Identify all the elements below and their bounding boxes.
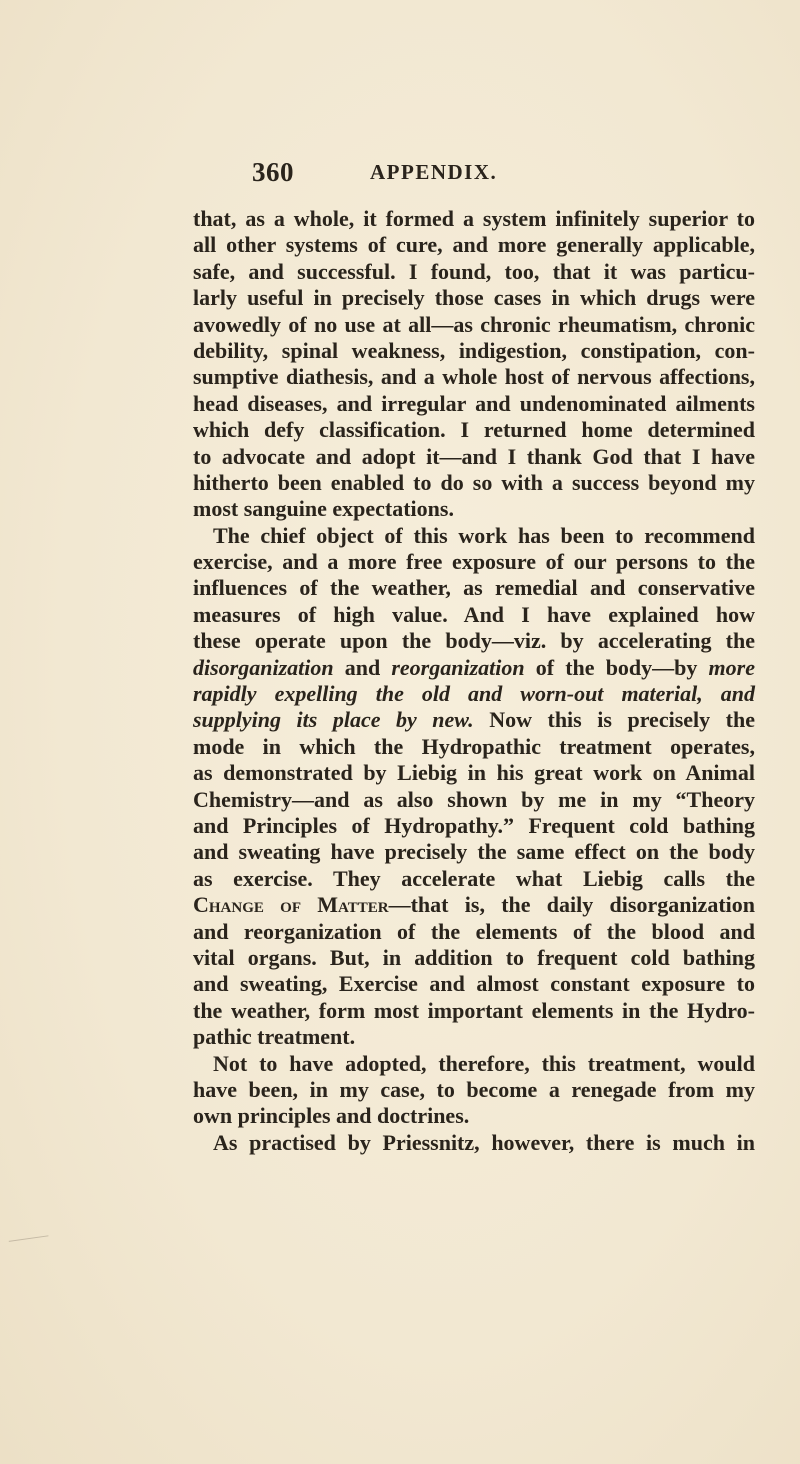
italic-text: supplying its place by new. <box>193 707 474 733</box>
text-line <box>193 285 755 311</box>
text-line <box>193 787 755 813</box>
body-text <box>193 206 755 1156</box>
line-text: influences of the weather, as remedial and conservative <box>193 575 755 601</box>
text-line <box>193 575 755 601</box>
line-text: avowedly of no use at all—as chronic rheumatism, chronic <box>193 311 755 337</box>
text-line <box>193 444 755 470</box>
text-line <box>193 839 755 865</box>
line-text: larly useful in precisely those cases in which drugs were <box>193 285 755 311</box>
line-text: most sanguine expectations. <box>193 496 454 522</box>
line-text: The chief object of this work has been to recommend <box>213 522 755 548</box>
text-line <box>193 1024 755 1050</box>
line-text: head diseases, and irregular and undenominated ailments <box>193 390 755 416</box>
text-line <box>193 364 755 390</box>
line-text: vital organs. But, in addition to frequent cold bathing <box>193 944 755 970</box>
line-text: and Principles of Hydropathy.” Frequent cold bathing <box>193 812 755 838</box>
page-edge-mark <box>9 1235 52 1261</box>
italic-text: more <box>708 654 755 680</box>
line-text: all other systems of cure, and more generally applicable, <box>193 232 755 258</box>
text-line <box>193 391 755 417</box>
text-line <box>193 470 755 496</box>
line-text: and <box>333 654 392 680</box>
text-line <box>193 549 755 575</box>
line-text: safe, and successful. I found, too, that it was particu- <box>193 258 755 284</box>
text-line <box>193 681 755 707</box>
small-caps-text: Change of Matter <box>193 892 389 918</box>
line-text: as exercise. They accelerate what Liebig calls the <box>193 865 755 891</box>
text-line <box>193 813 755 839</box>
line-text: measures of high value. And I have explained how <box>193 601 755 627</box>
text-line <box>193 1077 755 1103</box>
line-text: pathic treatment. <box>193 1024 356 1050</box>
line-text: debility, spinal weakness, indigestion, constipation, con- <box>193 337 755 363</box>
text-line <box>193 232 755 258</box>
line-text: to advocate and adopt it—and I thank God that I have <box>193 443 755 469</box>
line-text: and sweating, Exercise and almost constant exposure to <box>193 971 755 997</box>
italic-text: reorganization <box>391 654 525 680</box>
text-line <box>193 707 755 733</box>
text-line <box>193 602 755 628</box>
text-line <box>193 259 755 285</box>
line-text: —that is, the daily disorganization <box>388 892 756 918</box>
line-text: As practised by Priessnitz, however, there is much in <box>213 1129 755 1155</box>
text-line <box>193 338 755 364</box>
text-line <box>193 1051 755 1077</box>
line-text: mode in which the Hydropathic treatment operates, <box>193 733 755 759</box>
line-text: that, as a whole, it formed a system infinitely superior to <box>193 206 755 231</box>
line-text: own principles and doctrines. <box>193 1103 470 1129</box>
line-text: of the body—by <box>524 654 709 680</box>
text-line <box>193 734 755 760</box>
line-text: hitherto been enabled to do so with a success beyond my <box>193 469 755 495</box>
text-line <box>193 892 755 918</box>
text-line <box>193 1130 755 1156</box>
line-text: have been, in my case, to become a renegade from my <box>193 1076 755 1102</box>
line-text: and reorganization of the elements of the blood and <box>193 918 755 944</box>
line-text: the weather, form most important elements in the Hydro- <box>193 997 755 1023</box>
text-line <box>193 866 755 892</box>
text-line <box>193 1103 755 1129</box>
text-line <box>193 417 755 443</box>
italic-text: rapidly expelling the old and worn-out material, and <box>193 681 755 707</box>
line-text: sumptive diathesis, and a whole host of nervous affections, <box>193 364 755 390</box>
text-line <box>193 496 755 522</box>
running-head <box>252 157 672 187</box>
text-line <box>193 628 755 654</box>
running-head-title: APPENDIX. <box>370 160 498 184</box>
page-number: 360 <box>252 157 294 187</box>
line-text: these operate upon the body—viz. by accelerating the <box>193 628 755 654</box>
line-text: which defy classification. I returned home determined <box>193 417 755 443</box>
italic-text: disorganization <box>193 654 334 680</box>
text-line <box>193 760 755 786</box>
line-text: as demonstrated by Liebig in his great work on Animal <box>193 760 755 786</box>
text-line <box>193 523 755 549</box>
line-text: Now this is precisely the <box>473 707 755 733</box>
text-line <box>193 945 755 971</box>
line-text: and sweating have precisely the same effect on the body <box>193 839 755 865</box>
text-line <box>193 919 755 945</box>
text-line <box>193 998 755 1024</box>
line-text: Chemistry—and as also shown by me in my “Theory <box>193 786 755 812</box>
text-line <box>193 312 755 338</box>
line-text: exercise, and a more free exposure of our persons to the <box>193 549 755 575</box>
text-line <box>193 971 755 997</box>
text-line <box>193 206 755 232</box>
line-text: Not to have adopted, therefore, this treatment, would <box>213 1050 755 1076</box>
text-line <box>193 655 755 681</box>
